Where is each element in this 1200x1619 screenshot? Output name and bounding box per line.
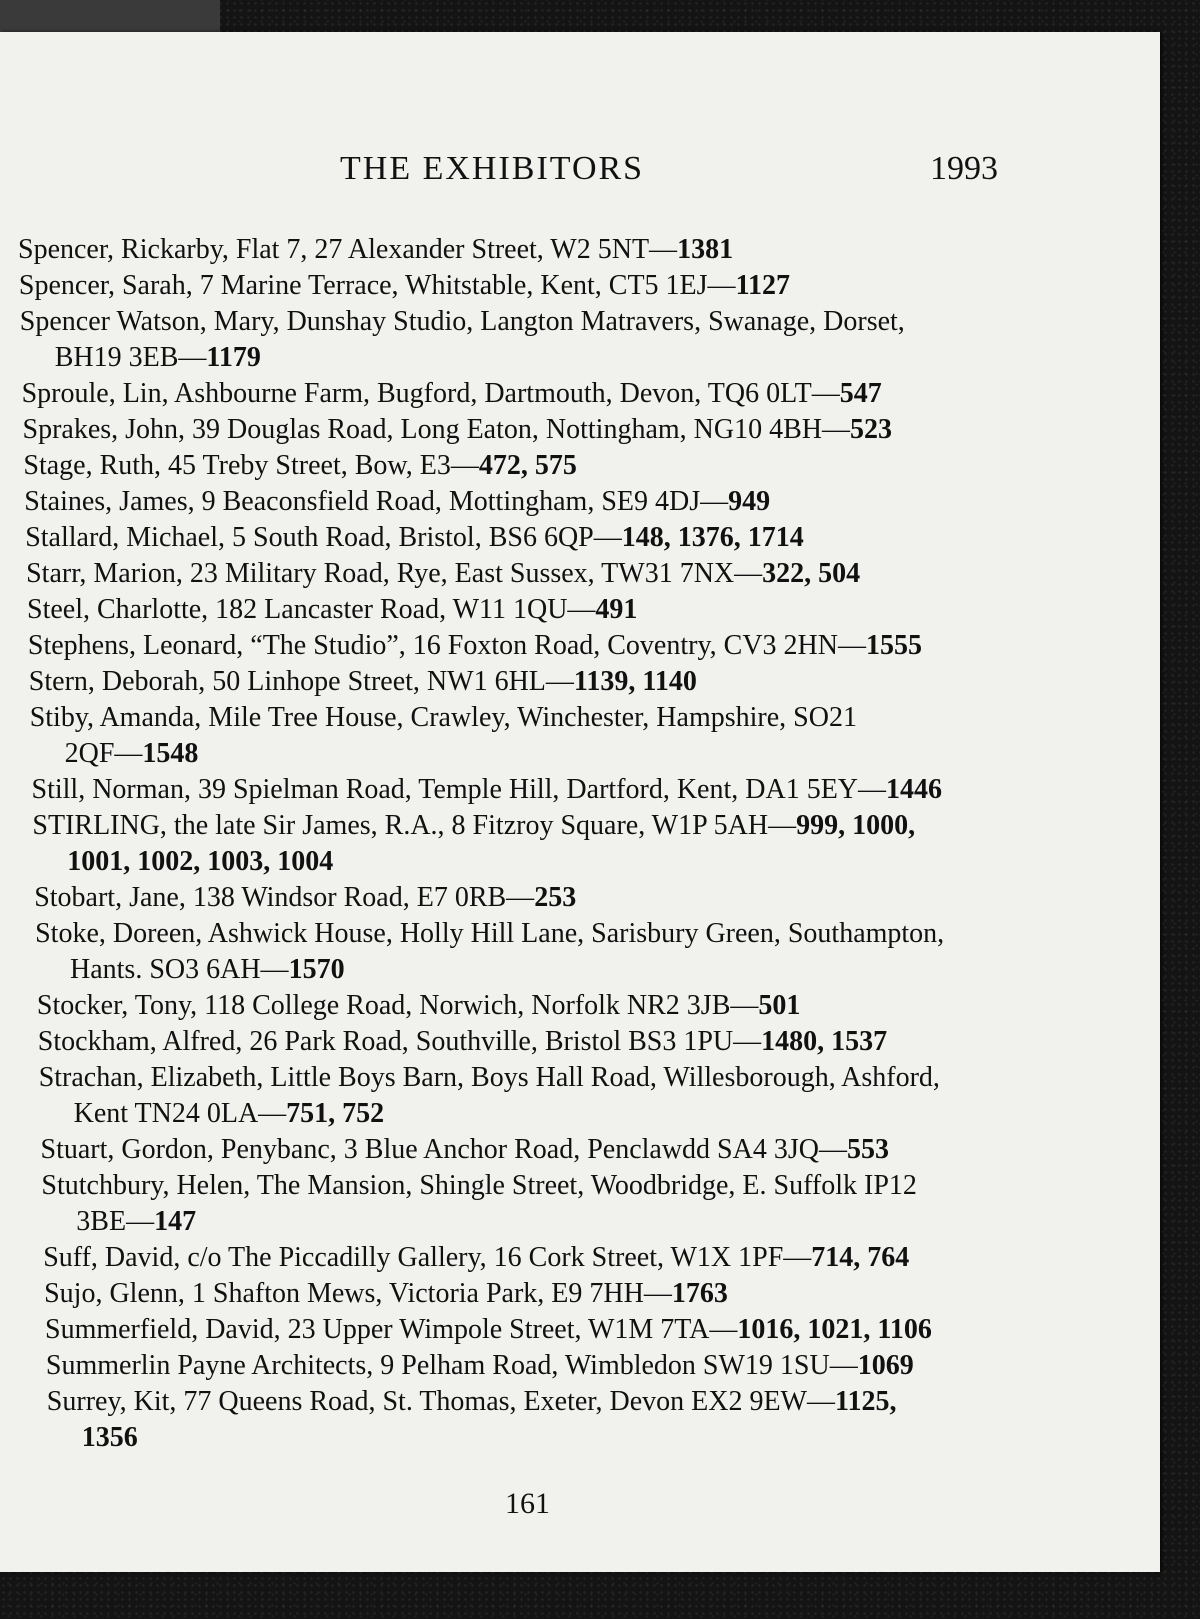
catalogue-numbers: 1480, 1537 — [761, 1026, 888, 1057]
catalogue-numbers: 253 — [534, 882, 577, 913]
catalogue-numbers: 501 — [758, 990, 801, 1021]
catalogue-numbers: 1139, 1140 — [573, 666, 697, 697]
entry-line — [44, 1276, 1160, 1312]
catalogue-numbers: 491 — [595, 594, 638, 625]
entry-address: Stockham, Alfred, 26 Park Road, Southville, Bristol BS3 1PU— — [37, 1026, 762, 1057]
entry-address: Stallard, Michael, 5 South Road, Bristol, BS6 6QP— — [25, 522, 622, 553]
catalogue-numbers: 949 — [728, 486, 771, 517]
entry-address: Stephens, Leonard, “The Studio”, 16 Foxton Road, Coventry, CV3 2HN— — [27, 630, 866, 661]
catalogue-numbers: 999, 1000, — [796, 810, 916, 841]
entry-address: 2QF— — [64, 738, 143, 769]
exhibitor-entry — [0, 772, 1160, 808]
entry-address: Summerfield, David, 23 Upper Wimpole Street, W1M 7TA— — [45, 1314, 738, 1345]
entry-address: Stage, Ruth, 45 Treby Street, Bow, E3— — [23, 450, 479, 481]
entry-address: Suff, David, c/o The Piccadilly Gallery, 16 Cork Street, W1X 1PF— — [43, 1242, 812, 1273]
exhibitor-entry — [0, 916, 1160, 988]
exhibitor-entry — [0, 1132, 1160, 1168]
entry-address: BH19 3EB— — [54, 342, 207, 373]
entry-address: Still, Norman, 39 Spielman Road, Temple Hill, Dartford, Kent, DA1 5EY— — [31, 774, 887, 805]
entry-continuation-line — [31, 736, 1160, 772]
entry-line — [37, 988, 1160, 1024]
entry-line — [19, 268, 1160, 304]
entry-address: Stiby, Amanda, Mile Tree House, Crawley, Winchester, Hampshire, SO21 — [29, 702, 857, 733]
exhibitor-entry — [0, 700, 1160, 772]
entry-address: Sujo, Glenn, 1 Shafton Mews, Victoria Park, E9 7HH— — [44, 1278, 672, 1309]
entry-line — [20, 304, 1160, 340]
entry-line — [32, 772, 1161, 808]
page-number: 161 — [505, 1487, 550, 1520]
catalogue-numbers: 751, 752 — [286, 1098, 385, 1129]
exhibitor-entry — [0, 1168, 1160, 1240]
catalogue-numbers: 1127 — [735, 270, 791, 301]
exhibitor-entry — [0, 412, 1160, 448]
entry-address: Summerlin Payne Architects, 9 Pelham Road, Wimbledon SW19 1SU— — [45, 1350, 858, 1381]
entry-line — [29, 664, 1160, 700]
exhibitor-entry — [0, 1348, 1160, 1384]
exhibitor-entry — [0, 556, 1160, 592]
catalogue-numbers: 553 — [846, 1134, 889, 1165]
scan-edge-shadow — [0, 0, 220, 32]
entry-address: Stoke, Doreen, Ashwick House, Holly Hill Lane, Sarisbury Green, Southampton, — [35, 918, 945, 949]
catalogue-numbers: 322, 504 — [762, 558, 861, 589]
exhibitor-list — [0, 232, 1160, 1456]
exhibitor-entry — [0, 520, 1160, 556]
entry-continuation-line — [48, 1420, 1160, 1456]
catalogue-numbers: 148, 1376, 1714 — [621, 522, 804, 553]
exhibitor-entry — [0, 1024, 1160, 1060]
exhibitor-entry — [0, 232, 1160, 268]
entry-line — [24, 484, 1160, 520]
catalogue-numbers: 1555 — [865, 630, 922, 661]
entry-address: Sproule, Lin, Ashbourne Farm, Bugford, Dartmouth, Devon, TQ6 0LT— — [21, 378, 840, 409]
catalogue-numbers: 1125, — [834, 1386, 897, 1417]
exhibitor-entry — [0, 1276, 1160, 1312]
entry-line — [27, 592, 1160, 628]
entry-continuation-line — [36, 952, 1160, 988]
exhibitor-entry — [0, 376, 1160, 412]
catalogue-numbers: 147 — [154, 1206, 197, 1237]
entry-line — [46, 1348, 1160, 1384]
catalogue-numbers: 1016, 1021, 1106 — [737, 1314, 932, 1345]
entry-continuation-line — [33, 844, 1160, 880]
entry-line — [23, 412, 1161, 448]
entry-continuation-line — [40, 1096, 1160, 1132]
catalogue-numbers: 1001, 1002, 1003, 1004 — [67, 846, 334, 877]
catalogue-numbers: 714, 764 — [811, 1242, 910, 1273]
catalogue-numbers: 523 — [850, 414, 892, 445]
entry-address: Spencer, Rickarby, Flat 7, 27 Alexander Street, W2 5NT— — [18, 234, 678, 265]
exhibitor-entry — [0, 628, 1160, 664]
catalogue-numbers: 1381 — [677, 234, 734, 265]
catalogue-numbers: 1179 — [206, 342, 261, 373]
entry-address: Stuart, Gordon, Penybanc, 3 Blue Anchor Road, Penclawdd SA4 3JQ— — [40, 1134, 847, 1165]
catalogue-numbers: 1356 — [81, 1422, 138, 1453]
entry-line — [47, 1384, 1160, 1420]
entry-line — [18, 232, 1160, 268]
exhibitor-entry — [0, 484, 1160, 520]
entry-line — [30, 700, 1160, 736]
entry-line — [35, 916, 1160, 952]
entry-line — [39, 1060, 1160, 1096]
entry-address: Stobart, Jane, 138 Windsor Road, E7 0RB— — [34, 882, 535, 913]
running-title: THE EXHIBITORS — [340, 150, 645, 187]
exhibitor-entry — [0, 448, 1160, 484]
exhibitor-entry — [0, 592, 1160, 628]
entry-address: Steel, Charlotte, 182 Lancaster Road, W11 1QU— — [27, 594, 596, 625]
entry-line — [25, 520, 1160, 556]
entry-continuation-line — [42, 1204, 1160, 1240]
entry-address: Stutchbury, Helen, The Mansion, Shingle Street, Woodbridge, E. Suffolk IP12 — [41, 1170, 917, 1201]
catalogue-numbers: 1763 — [671, 1278, 728, 1309]
entry-line — [34, 880, 1160, 916]
entry-address: Spencer Watson, Mary, Dunshay Studio, Langton Matravers, Swanage, Dorset, — [19, 306, 905, 337]
entry-address: Spencer, Sarah, 7 Marine Terrace, Whitstable, Kent, CT5 1EJ— — [18, 270, 736, 301]
entry-address: Strachan, Elizabeth, Little Boys Barn, Boys Hall Road, Willesborough, Ashford, — [38, 1062, 940, 1093]
entry-line — [26, 556, 1160, 592]
entry-address: 3BE— — [76, 1206, 155, 1237]
exhibitor-entry — [0, 988, 1160, 1024]
entry-address: Sprakes, John, 39 Douglas Road, Long Eaton, Nottingham, NG10 4BH— — [22, 414, 850, 445]
entry-line — [28, 628, 1160, 664]
catalogue-numbers: 1548 — [142, 738, 199, 769]
catalogue-numbers: 472, 575 — [478, 450, 577, 481]
entry-address: Stocker, Tony, 118 College Road, Norwich, Norfolk NR2 3JB— — [36, 990, 759, 1021]
running-year: 1993 — [930, 150, 998, 187]
entry-continuation-line — [21, 340, 1160, 376]
entry-address: STIRLING, the late Sir James, R.A., 8 Fitzroy Square, W1P 5AH— — [32, 810, 797, 841]
book-page — [0, 32, 1160, 1572]
catalogue-numbers: 1069 — [857, 1350, 914, 1381]
entry-address: Hants. SO3 6AH— — [70, 954, 289, 985]
entry-line — [32, 808, 1160, 844]
exhibitor-entry — [0, 1312, 1160, 1348]
exhibitor-entry — [0, 1384, 1160, 1456]
exhibitor-entry — [0, 808, 1160, 880]
entry-line — [41, 1168, 1160, 1204]
entry-line — [22, 376, 1160, 412]
entry-address: Surrey, Kit, 77 Queens Road, St. Thomas, Exeter, Devon EX2 9EW— — [46, 1386, 835, 1417]
entry-address: Kent TN24 0LA— — [73, 1098, 287, 1129]
exhibitor-entry — [0, 304, 1160, 376]
entry-line — [23, 448, 1160, 484]
entry-address: Staines, James, 9 Beaconsfield Road, Mottingham, SE9 4DJ— — [24, 486, 729, 517]
entry-line — [41, 1132, 1161, 1168]
entry-address: Starr, Marion, 23 Military Road, Rye, East Sussex, TW31 7NX— — [26, 558, 763, 589]
catalogue-numbers: 1570 — [288, 954, 345, 985]
exhibitor-entry — [0, 1240, 1160, 1276]
exhibitor-entry — [0, 1060, 1160, 1132]
exhibitor-entry — [0, 880, 1160, 916]
catalogue-numbers: 1446 — [886, 774, 943, 805]
entry-line — [43, 1240, 1160, 1276]
exhibitor-entry — [0, 268, 1160, 304]
catalogue-numbers: 547 — [839, 378, 882, 409]
entry-line — [45, 1312, 1160, 1348]
entry-line — [38, 1024, 1160, 1060]
entry-address: Stern, Deborah, 50 Linhope Street, NW1 6HL— — [28, 666, 574, 697]
running-header — [0, 150, 1160, 190]
exhibitor-entry — [0, 664, 1160, 700]
